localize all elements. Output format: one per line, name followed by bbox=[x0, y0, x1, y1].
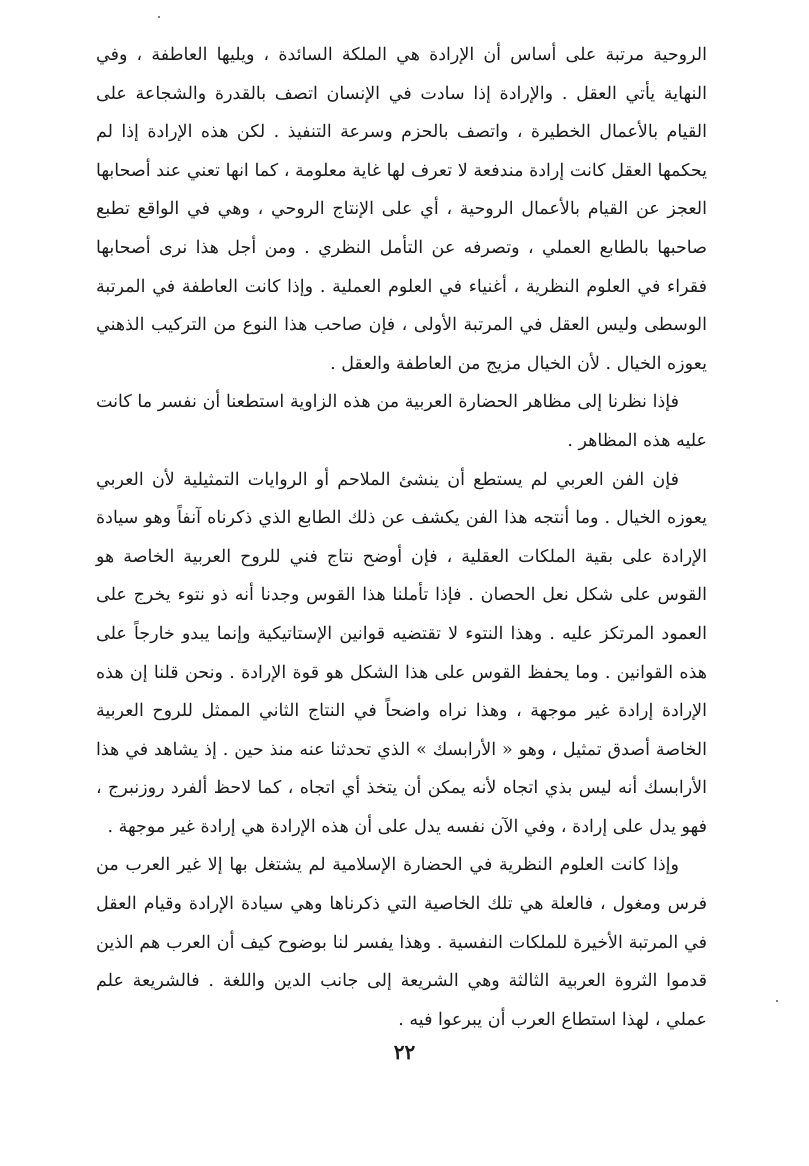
paragraph-1: الروحية مرتبة على أساس أن الإرادة هي الملكة السائدة ، ويليها العاطفة ، وفي النهاية يأتي العقل . والإرادة إذا سادت في الإنسان اتصف بالقدرة والشجاعة على القيام بالأعمال الخطيرة ، واتصف بالحزم وسرعة التنفيذ . لكن هذه الإرادة إذا لم يحكمها العقل كانت إرادة مندفعة لا تعرف لها غاية معلومة ، كما انها تعني عند أصحابها العجز عن القيام بالأعمال الروحية ، أي على الإنتاج الروحي ، وهي في الواقع تطبع صاحبها بالطابع العملي ، وتصرفه عن التأمل النظري . ومن أجل هذا نرى أصحابها فقراء في العلوم النظرية ، أغنياء في العلوم العملية . وإذا كانت العاطفة في المرتبة الوسطى وليس العقل في المرتبة الأولى ، فإن صاحب هذا النوع من التركيب الذهني يعوزه الخيال . لأن الخيال مزيج من العاطفة والعقل . bbox=[96, 45, 707, 374]
paragraph-3: فإن الفن العربي لم يستطع أن ينشئ الملاحم أو الروايات التمثيلية لأن العربي يعوزه الخيال . وما أنتجه هذا الفن يكشف عن ذلك الطابع الذي ذكرناه آنفاً وهو سيادة الإرادة على بقية الملكات العقلية ، فإن أوضح نتاج فني للروح العربية الخاصة هو القوس على شكل نعل الحصان . فإذا تأملنا هذا القوس وجدنا أنه ذو نتوء يخرج على العمود المرتكز عليه . وهذا النتوء لا تقتضيه قوانين الإستاتيكية وإنما يبدو خارجاً على هذه القوانين . وما يحفظ القوس على هذا الشكل هو قوة الإرادة . ونحن قلنا إن هذه الإرادة إرادة غير موجهة ، وهذا نراه واضحاً في النتاج الثاني الممثل للروح العربية الخاصة أصدق تمثيل ، وهو « الأرابسك » الذي تحدثنا عنه منذ حين . إذ يشاهد في هذا الأرابسك أنه ليس بذي اتجاه لأنه يمكن أن يتخذ أي اتجاه ، كما لاحظ ألفرد روزنبرج ، فهو يدل على إرادة ، وفي الآن نفسه يدل على أن هذه الإرادة هي إرادة غير موجهة . bbox=[96, 469, 707, 837]
scan-speck bbox=[158, 16, 160, 18]
body-text bbox=[96, 36, 707, 1039]
paragraph-2: فإذا نظرنا إلى مظاهر الحضارة العربية من هذه الزاوية استطعنا أن نفسر ما كانت عليه هذه المظاهر . bbox=[96, 392, 707, 451]
scan-speck bbox=[776, 1000, 778, 1002]
paragraph-4: وإذا كانت العلوم النظرية في الحضارة الإسلامية لم يشتغل بها إلا غير العرب من فرس ومغول ، فالعلة هي تلك الخاصية التي ذكرناها وهي سيادة الإرادة وقيام العقل في المرتبة الأخيرة للملكات النفسية . وهذا يفسر لنا بوضوح كيف أن العرب هم الذين قدموا الثروة العربية الثالثة وهي الشريعة إلى جانب الدين واللغة . فالشريعة علم عملي ، لهذا استطاع العرب أن يبرعوا فيه . bbox=[96, 855, 707, 1030]
page-number: ٢٢ bbox=[393, 1040, 416, 1064]
